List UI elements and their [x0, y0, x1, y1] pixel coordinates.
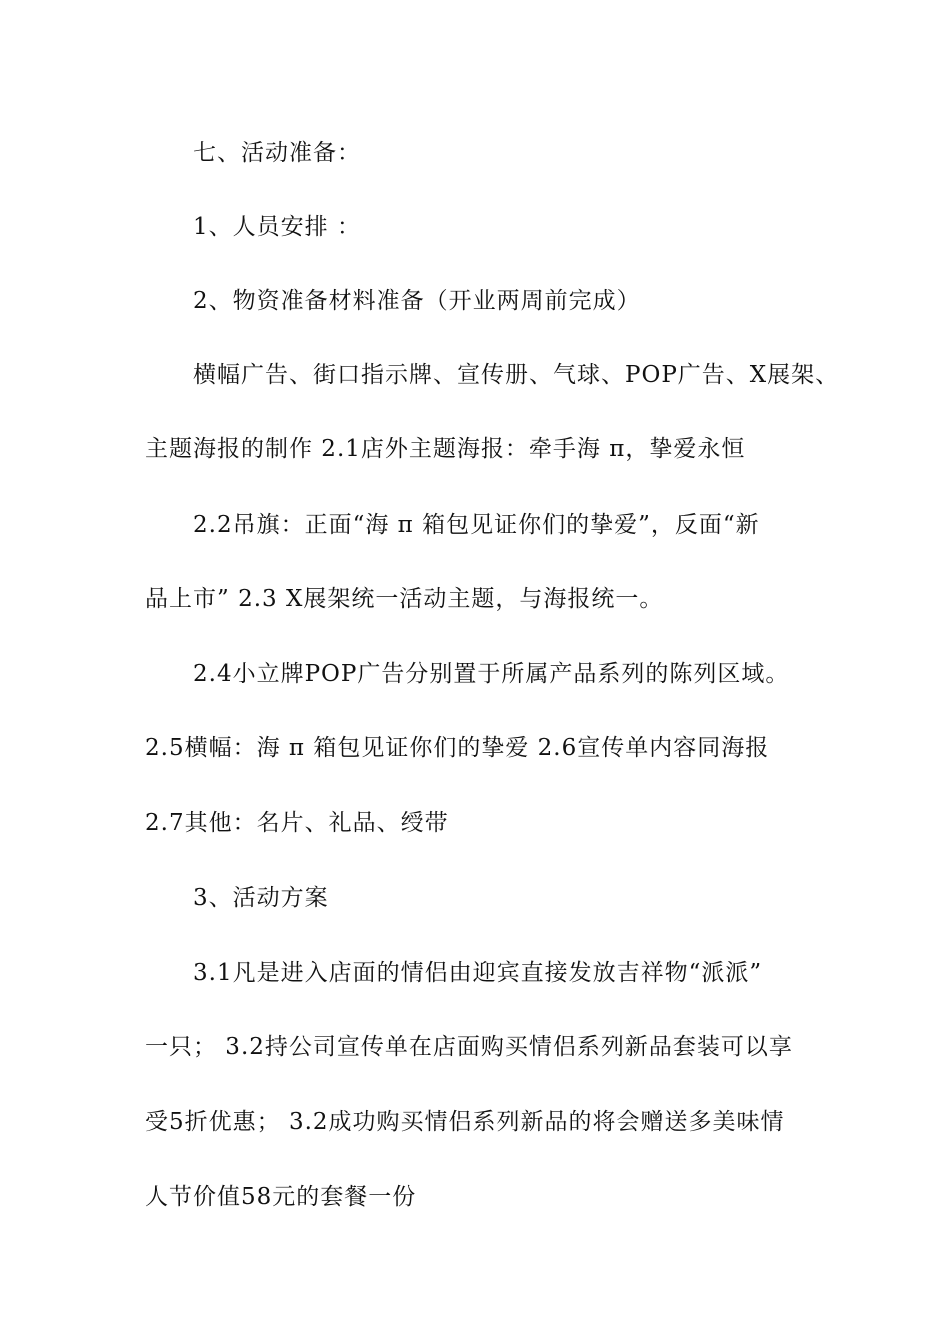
subsection-heading: 1、人员安排 ： [193, 214, 361, 240]
paragraph-line: 横幅广告、街口指示牌、宣传册、气球、POP广告、X展架、 [193, 362, 840, 388]
paragraph-line: 品上市” 2.3 X展架统一活动主题，与海报统一。 [145, 586, 664, 612]
paragraph-line: 2.4小立牌POP广告分别置于所属产品系列的陈列区域。 [193, 661, 790, 687]
paragraph-line: 2.7其他：名片、礼品、绶带 [145, 810, 449, 836]
section-heading: 七、活动准备： [193, 140, 361, 166]
paragraph-line: 受5折优惠； 3.2成功购买情侣系列新品的将会赠送多美味情 [145, 1109, 785, 1135]
subsection-heading: 2、物资准备材料准备（开业两周前完成） [193, 288, 641, 314]
paragraph-line: 人节价值58元的套餐一份 [145, 1184, 417, 1210]
paragraph-line: 2.5横幅：海 π 箱包见证你们的挚爱 2.6宣传单内容同海报 [145, 735, 770, 761]
subsection-heading: 3、活动方案 [193, 885, 329, 911]
paragraph-line: 主题海报的制作 2.1店外主题海报：牵手海 π，挚爱永恒 [145, 436, 746, 462]
paragraph-line: 2.2吊旗：正面“海 π 箱包见证你们的挚爱”，反面“新 [193, 512, 760, 538]
paragraph-line: 3.1凡是进入店面的情侣由迎宾直接发放吉祥物“派派” [193, 960, 763, 986]
paragraph-line: 一只； 3.2持公司宣传单在店面购买情侣系列新品套装可以享 [145, 1034, 793, 1060]
